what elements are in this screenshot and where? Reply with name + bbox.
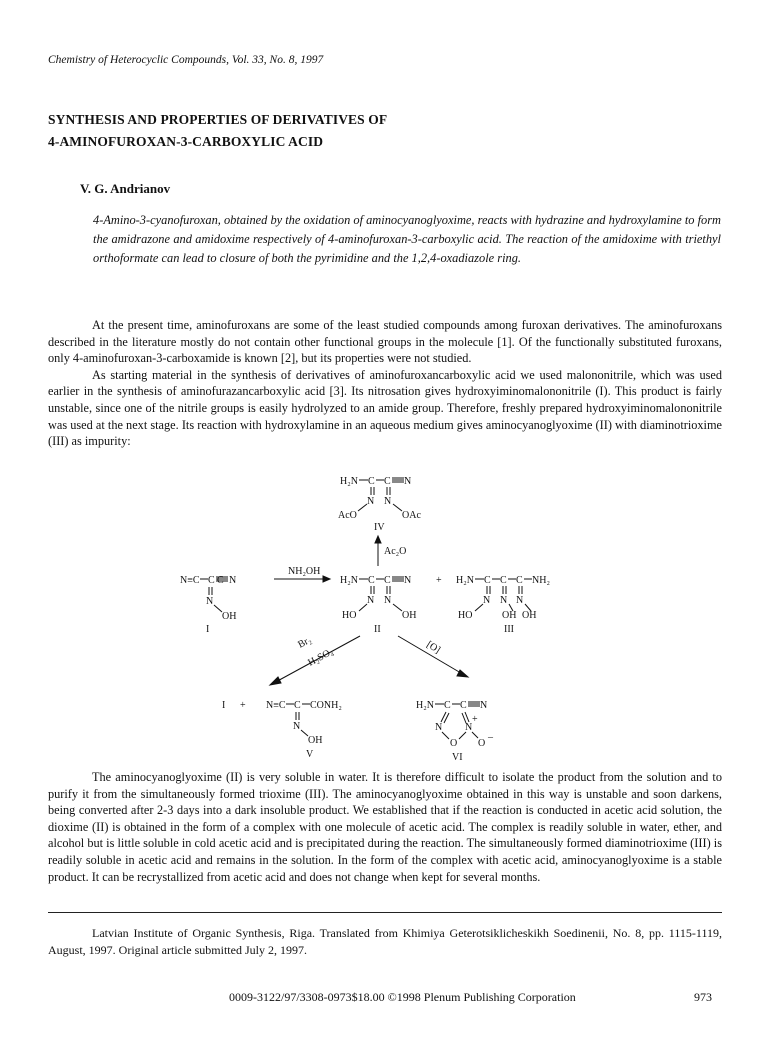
compound-iii	[456, 575, 550, 635]
plus-sign: +	[436, 575, 442, 586]
atom-aco: AcO	[338, 510, 357, 521]
atom-c: C	[384, 476, 391, 487]
atom-o: O	[478, 738, 486, 749]
reagent-ac2o: Ac₂O	[384, 546, 407, 557]
atom-h2n: H₂N	[416, 700, 434, 711]
body-paragraph: The aminocyanoglyoxime (II) is very soluble in water. It is therefore difficult to isolate the product from the solution and to purify it from the simultaneously formed trioxime (III). The aminocyanoglyoxime obtained in this way is unstable and soon darkens, being converted after 2-3 days into a dark insoluble product. We established that if the reaction is conducted in acetic acid solution, the dioxime (II) is obtained in the form of a complex with one molecule of acetic acid. The complex is readily soluble in water, ether, and alcohol but is little soluble in cold acetic acid and is precipitated during the reaction. The simultaneously formed diaminotrioxime (III) is readily soluble in acetic acid and remains in the solution. In the form of the complex with acetic acid, aminocyanoglyoxime is a stable product. It can be recrystallized from acetic acid and does not change when kept for several months.	[48, 770, 722, 884]
atom-n: N	[367, 496, 375, 507]
footnote-rule	[48, 912, 722, 913]
compound-label-v: V	[306, 749, 314, 760]
atom-ho: HO	[458, 610, 473, 621]
compound-iv	[338, 476, 421, 533]
atom-h2n: H₂N	[340, 575, 358, 586]
atom-h2n: H₂N	[456, 575, 474, 586]
atom-c: C	[208, 575, 215, 586]
atom-c: C	[444, 700, 451, 711]
compound-label-iv: IV	[374, 522, 385, 533]
compound-label-i-product: I	[222, 700, 226, 711]
body-paragraph: As starting material in the synthesis of derivatives of aminofuroxancarboxylic acid we used malononitrile, which was used earlier in the synthesis of aminofurazancarboxylic acid [3]. Its nitrosation gives hydroxyiminomalononitrile (I). This product is fairly unstable, since one of the nitrile groups is easily hydrolyzed to an amide group. Therefore, freshly prepared hydroxyiminomalononitrile was used at the next stage. Its reaction with hydroxylamine in an aqueous medium gives aminocyanoglyoxime (II) with diaminotrioxime (III) as impurity:	[48, 367, 722, 449]
atom-c: C	[500, 575, 507, 586]
atom-c: C	[368, 476, 375, 487]
atom-n-start: N≡C	[266, 700, 286, 711]
atom-n: N	[404, 575, 412, 586]
charge-minus: –	[488, 732, 493, 743]
title-line-2: 4-AMINOFUROXAN-3-CARBOXYLIC ACID	[48, 134, 324, 149]
page-number: 973	[694, 990, 712, 1004]
compound-label-ii: II	[374, 624, 381, 635]
abstract: 4-Amino-3-cyanofuroxan, obtained by the oxidation of aminocyanoglyoxime, reacts with hydrazine and hydroxylamine to form the amidrazone and amidoxime respectively of 4-aminofuroxan-3-carboxylic acid. The reaction of the amidoxime with triethyl orthoformate can lead to closure of both the pyrimidine and the 1,2,4-oxadiazole ring.	[93, 213, 722, 266]
reagent-nh2oh: NH₂OH	[288, 566, 321, 577]
title-line-1: SYNTHESIS AND PROPERTIES OF DERIVATIVES OF	[48, 112, 388, 127]
reagent-h2so4: H₂SO₄	[306, 646, 336, 669]
atom-h2n: H₂N	[340, 476, 358, 487]
body-paragraph: At the present time, aminofuroxans are some of the least studied compounds among furoxan derivatives. The aminofuroxans described in the literature mostly do not contain other functional groups in the molecule [1]. Of the functionally substituted furoxans, only 4-aminofuroxan-3-carboxamide is known [2], but its properties were not studied.	[48, 318, 722, 366]
atom-n: N	[516, 595, 524, 606]
atom-n: N	[465, 722, 473, 733]
atom-n: N	[500, 595, 508, 606]
atom-c: C	[217, 575, 224, 586]
reagent-br2: Br₂	[296, 634, 314, 651]
atom-n: N	[384, 496, 392, 507]
atom-oh: OH	[308, 735, 323, 746]
atom-c: C	[384, 575, 391, 586]
reagent-oxidation: [O]	[424, 639, 443, 656]
atom-c: C	[484, 575, 491, 586]
atom-c: C	[460, 700, 467, 711]
author-name: V. G. Andrianov	[80, 181, 171, 196]
plus-sign: +	[240, 700, 246, 711]
atom-n: N	[293, 721, 301, 732]
atom-oh: OH	[502, 610, 517, 621]
atom-c: C	[368, 575, 375, 586]
atom-conh2: CONH₂	[310, 700, 342, 711]
footnote	[48, 925, 722, 959]
compound-label-i: I	[206, 624, 210, 635]
compound-i	[180, 575, 236, 635]
atom-n: N	[206, 596, 214, 607]
atom-n: N	[229, 575, 237, 586]
atom-n: N	[483, 595, 491, 606]
article-title	[48, 109, 648, 153]
body-text-discussion	[48, 769, 722, 885]
affiliation-note: Latvian Institute of Organic Synthesis, Riga. Translated from Khimiya Geterotsiklicheskikh Soedinenii, No. 8, pp. 1115-1119, August, 1997. Original article submitted July 2, 1997.	[48, 926, 722, 957]
compound-ii	[340, 575, 416, 635]
atom-c: C	[294, 700, 301, 711]
compound-v	[266, 700, 342, 760]
atom-n: N	[367, 595, 375, 606]
body-text-intro	[48, 317, 722, 450]
atom-o: O	[450, 738, 458, 749]
atom-ho: HO	[342, 610, 357, 621]
atom-oac: OAc	[402, 510, 421, 521]
atom-n: N	[435, 722, 443, 733]
running-head: Chemistry of Heterocyclic Compounds, Vol. 33, No. 8, 1997	[48, 54, 324, 66]
atom-n: N	[404, 476, 412, 487]
compound-label-vi: VI	[452, 752, 463, 760]
charge-plus: +	[472, 714, 478, 725]
atom-oh: OH	[402, 610, 417, 621]
compound-label-iii: III	[504, 624, 514, 635]
atom-oh: OH	[522, 610, 537, 621]
atom-n: N	[480, 700, 488, 711]
atom-n-start: N≡C	[180, 575, 200, 586]
compound-vi	[416, 700, 494, 760]
copyright-line: 0009-3122/97/3308-0973$18.00 ©1998 Plenum Publishing Corporation	[229, 990, 576, 1004]
atom-n: N	[384, 595, 392, 606]
atom-nh2: NH₂	[532, 575, 550, 586]
reaction-scheme	[160, 470, 580, 760]
atom-c: C	[516, 575, 523, 586]
atom-oh: OH	[222, 611, 237, 622]
